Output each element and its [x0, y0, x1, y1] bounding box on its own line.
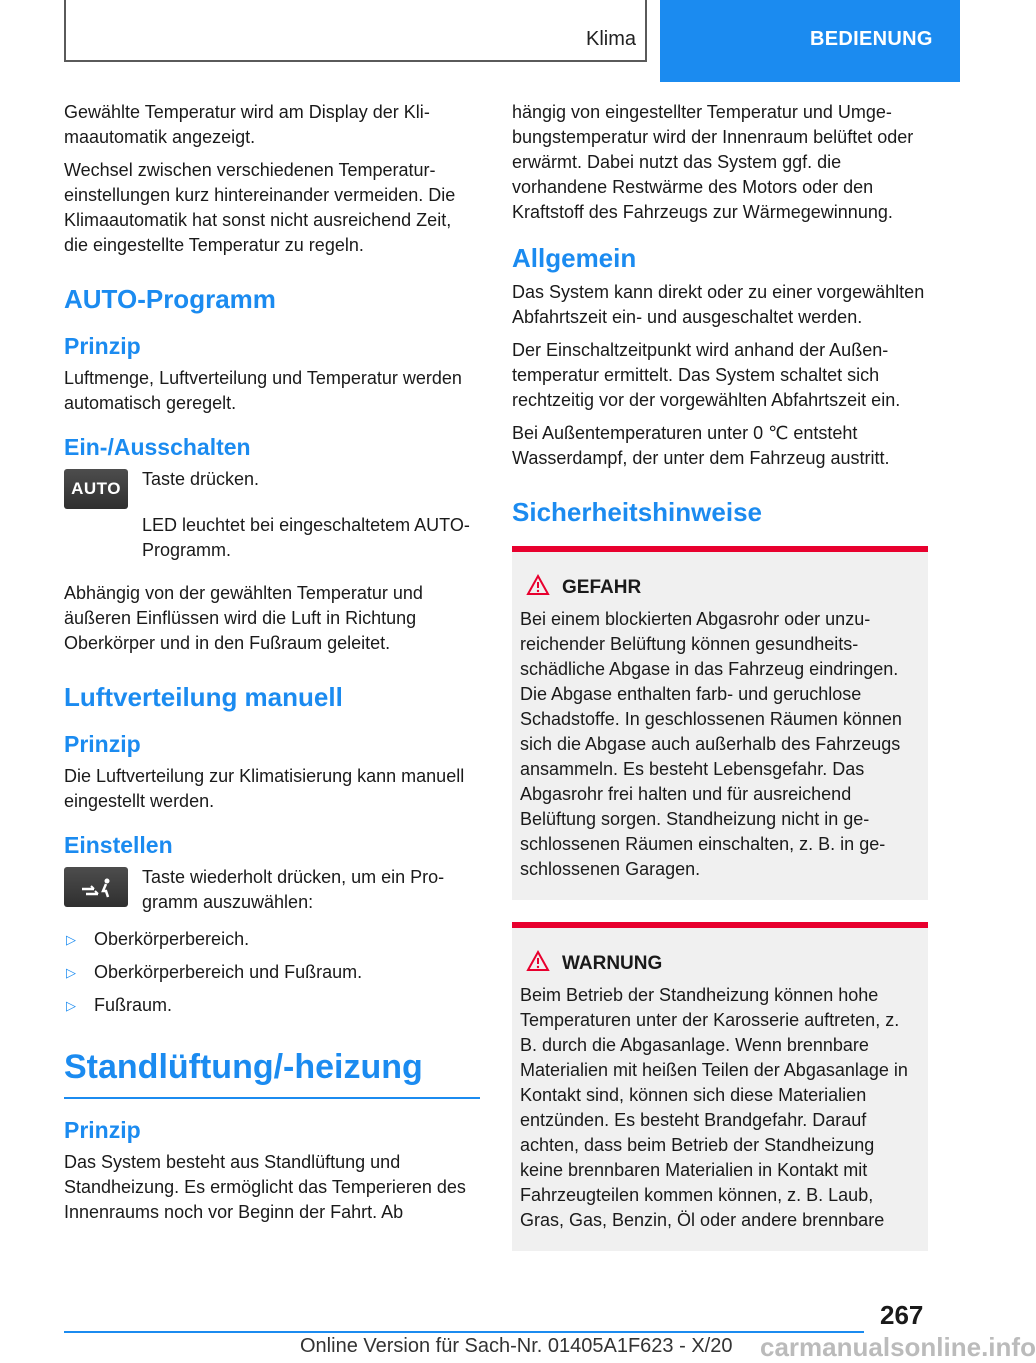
triangle-bullet-icon: ▷ [66, 998, 76, 1013]
page-number: 267 [880, 1300, 924, 1330]
paragraph: Wechsel zwischen verschiedenen Temperatureinstellungen kurz hintereinander vermeiden. Die Klimaautomatik hat sonst nicht ausreichend Zeit, die eingestellte Temperatur zu regeln. [64, 160, 456, 255]
paragraph: Die Luftverteilung zur Klimatisierung kann manuell eingestellt werden. [64, 766, 465, 811]
air-distribution-icon [64, 867, 128, 907]
paragraph: Abhängig von der gewählten Temperatur und äußeren Einflüssen wird die Luft in Richtung Oberkörper und in den Fußraum geleitet. [64, 583, 423, 653]
warning-text: Beim Betrieb der Standheizung können hohe Temperaturen unter der Karosserie auftreten, z. B. durch die Abgasanlage. Wenn brennbare Materialien mit heißen Teilen der Abgasanlage in Kontakt sind, können sich diese Materialien entzünden. Es besteht Brandgefahr. Darauf achten, dass beim Betrieb der Standheizung keine brennbaren Materialien in Kontakt mit Fahrzeugteilen kommen können, z. B. Laub, Gras, Gas, Benzin, Öl oder andere brennbare [520, 985, 908, 1230]
heading-ein-ausschalten: Ein-/Ausschalten [64, 434, 251, 460]
heading-luftverteilung: Luftverteilung manuell [64, 682, 343, 712]
paragraph: Der Einschaltzeitpunkt wird anhand der Außentemperatur ermittelt. Das System schaltet sich rechtzeitig vor der vorgewählten Abfahrtszeit ein. [512, 340, 901, 410]
danger-box [512, 546, 928, 900]
heading-standlueftung: Standlüftung/-heizung [64, 1048, 423, 1086]
watermark: carmanualsonline.info [760, 1332, 1036, 1362]
auto-key-label: AUTO [71, 479, 121, 498]
warning-box [512, 922, 928, 1251]
danger-label: GEFAHR [562, 576, 642, 598]
list-item: ▷ Fußraum. [64, 993, 480, 1018]
left-column [64, 100, 480, 1233]
footer-online-version: Online Version für Sach-Nr. 01405A1F623 - X/20 [300, 1335, 733, 1357]
heading-prinzip: Prinzip [64, 333, 141, 359]
heading-prinzip: Prinzip [64, 731, 141, 757]
triangle-bullet-icon: ▷ [66, 932, 76, 947]
warning-triangle-icon [526, 574, 550, 601]
heading-allgemein: Allgemein [512, 243, 637, 273]
paragraph: Bei Außentemperaturen unter 0 ℃ entsteht Wasserdampf, der unter dem Fahrzeug austritt. [512, 423, 890, 468]
warning-label: WARNUNG [562, 952, 663, 974]
instruction-step: Taste drücken. [142, 469, 260, 489]
auto-button-image [64, 469, 128, 509]
warning-triangle-icon [526, 950, 550, 977]
auto-key-row [64, 467, 480, 509]
right-column [512, 100, 928, 1265]
heading-prinzip: Prinzip [64, 1117, 141, 1143]
section-tab: BEDIENUNG [660, 0, 960, 82]
paragraph: Luftmenge, Luftverteilung und Temperatur werden automatisch geregelt. [64, 368, 462, 413]
paragraph: Das System kann direkt oder zu einer vorgewählten Abfahrtszeit ein- und ausgeschaltet werden. [512, 282, 925, 327]
vent-key-row [64, 865, 480, 921]
heading-rule [64, 1097, 480, 1099]
paragraph: Das System besteht aus Standlüftung und Standheizung. Es ermöglicht das Temperieren des Innenraums noch vor Beginn der Fahrt. Ab [64, 1152, 466, 1222]
paragraph: LED leuchtet bei eingeschaltetem AUTO-Programm. [142, 515, 470, 560]
paragraph: hängig von eingestellter Temperatur und Umgebungstemperatur wird der Innenraum belüftet oder erwärmt. Dabei nutzt das System ggf. die vorhandene Restwärme des Motors oder den Kraftstoff des Fahrzeugs zur Wärmegewinnung. [512, 102, 914, 222]
list-item: ▷ Oberkörperbereich und Fußraum. [64, 960, 480, 985]
heading-sicherheitshinweise: Sicherheitshinweise [512, 497, 762, 527]
list-item: ▷ Oberkörperbereich. [64, 927, 480, 952]
heading-einstellen: Einstellen [64, 832, 173, 858]
paragraph: Gewählte Temperatur wird am Display der Klimaautomatik angezeigt. [64, 102, 430, 147]
heading-auto-programm: AUTO-Programm [64, 284, 276, 314]
footer-rule [64, 1331, 864, 1333]
program-list [64, 927, 480, 1018]
instruction-step: Taste wiederholt drücken, um ein Programm auszuwählen: [142, 867, 445, 912]
triangle-bullet-icon: ▷ [66, 965, 76, 980]
chapter-title: Klima [585, 28, 636, 50]
danger-text: Bei einem blockierten Abgasrohr oder unzureichender Belüftung können gesundheitsschädliche Abgase in das Fahrzeug eindringen. Die Abgase enthalten farb- und geruchlose Schadstoffe. In geschlossenen Räumen können sich die Abgase auch außerhalb des Fahrzeugs ansammeln. Es besteht Lebensgefahr. Das Abgasrohr frei halten und für ausreichend Belüftung sorgen. Standheizung nicht in geschlossenen Räumen einschalten, z. B. in geschlossenen Garagen. [520, 609, 902, 879]
